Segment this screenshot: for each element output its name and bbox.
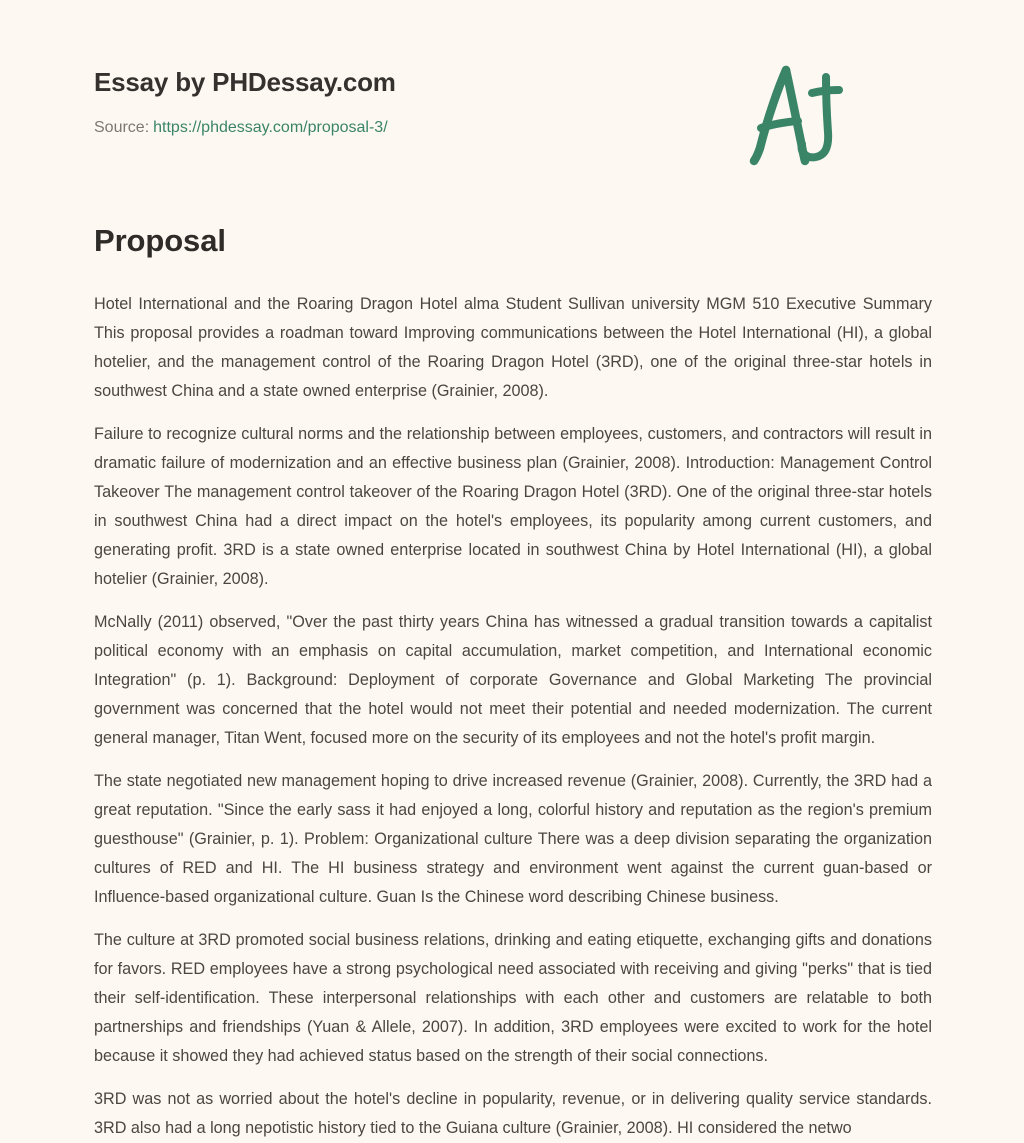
aplus-logo-icon	[740, 62, 860, 170]
paragraph: Hotel International and the Roaring Dragon Hotel alma Student Sullivan university MGM 510 Executive Summary This proposal provides a roadman toward Improving communications between the Hotel International (HI), a global hotelier, and the management control of the Roaring Dragon Hotel (3RD), one of the original three-star hotels in southwest China and a state owned enterprise (Grainier, 2008).	[94, 295, 932, 401]
source-label: Source:	[94, 118, 150, 136]
page-header	[94, 0, 930, 138]
source-url-link[interactable]: https://phdessay.com/proposal-3/	[153, 118, 388, 136]
page-title: Proposal	[94, 223, 226, 259]
paragraph: McNally (2011) observed, "Over the past thirty years China has witnessed a gradual transition towards a capitalist political economy with an emphasis on capital accumulation, market competition, and International economic Integration" (p. 1). Background: Deployment of corporate Governance and Global Marketing The provincial government was concerned that the hotel would not meet their potential and needed modernization. The current general manager, Titan Went, focused more on the security of its employees and not the hotel's profit margin.	[94, 613, 932, 748]
paragraph: The culture at 3RD promoted social business relations, drinking and eating etiquette, exchanging gifts and donations for favors. RED employees have a strong psychological need associated with receiving and giving "perks" that is tied their self-identification. These interpersonal relationships with each other and customers are relatable to both partnerships and friendships (Yuan & Allele, 2007). In addition, 3RD employees were excited to work for the hotel because it showed they had achieved status based on the strength of their social connections.	[94, 931, 932, 1066]
paragraph: 3RD was not as worried about the hotel's decline in popularity, revenue, or in delivering quality service standards. 3RD also had a long nepotistic history tied to the Guiana culture (Grainier, 2008). HI considered the netwo	[94, 1090, 932, 1138]
paragraph: The state negotiated new management hoping to drive increased revenue (Grainier, 2008). Currently, the 3RD had a great reputation. "Since the early sass it had enjoyed a long, colorful history and reputation as the region's premium guesthouse" (Grainier, p. 1). Problem: Organizational culture There was a deep division separating the organization cultures of RED and HI. The HI business strategy and environment went against the current guan-based or Influence-based organizational culture. Guan Is the Chinese word describing Chinese business.	[94, 772, 932, 907]
aplus-logo-glyph	[740, 62, 860, 170]
brand-title: Essay by PHDessay.com	[94, 67, 396, 97]
essay-body	[94, 259, 932, 1143]
paragraph: Failure to recognize cultural norms and the relationship between employees, customers, and contractors will result in dramatic failure of modernization and an effective business plan (Grainier, 2008). Introduction: Management Control Takeover The management control takeover of the Roaring Dragon Hotel (3RD). One of the original three-star hotels in southwest China had a direct impact on the hotel's employees, its popularity among current customers, and generating profit. 3RD is a state owned enterprise located in southwest China by Hotel International (HI), a global hotelier (Grainier, 2008).	[94, 425, 932, 589]
